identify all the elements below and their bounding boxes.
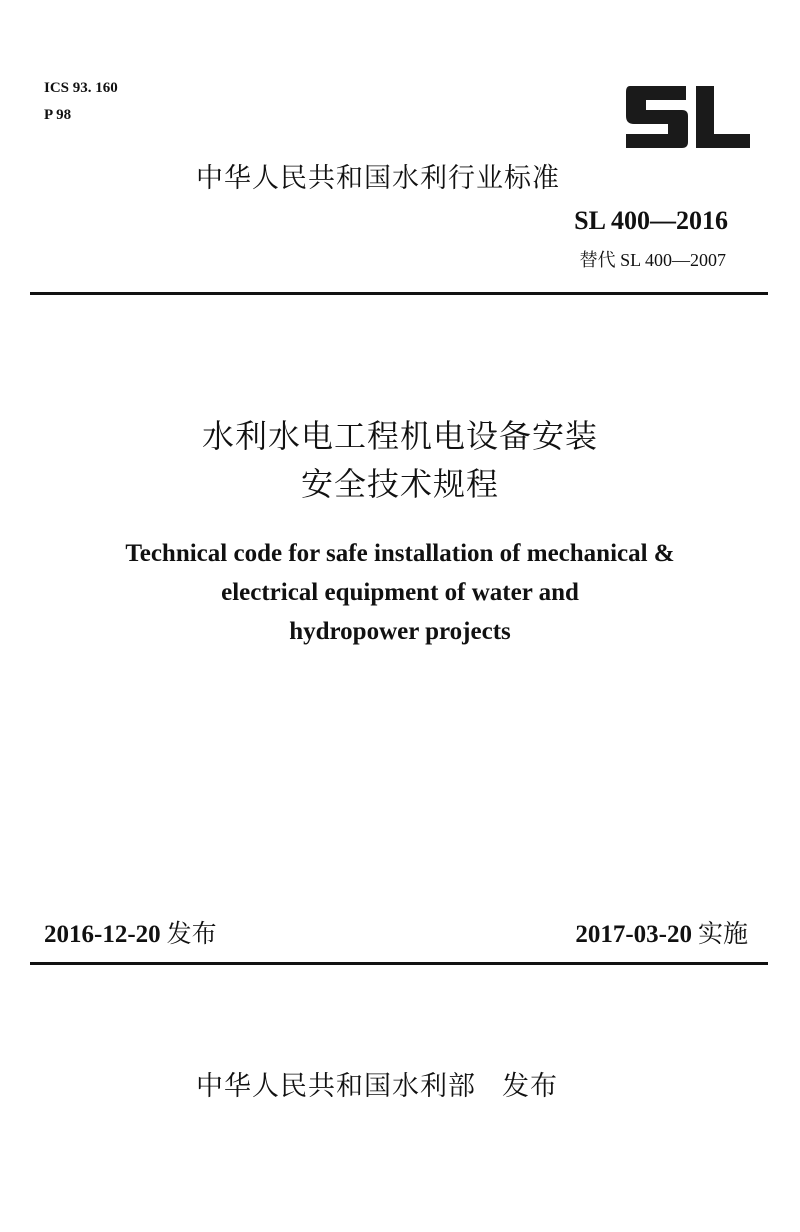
sl-logo [624,84,752,150]
english-title-line-2: electrical equipment of water and [221,579,579,606]
top-divider [30,292,768,295]
issue-date-label: 发布 [166,919,217,948]
english-title-line-1: Technical code for safe installation of mechanical & [125,540,675,567]
issue-date [44,914,217,950]
standard-number: SL 400—2016 [574,206,728,235]
p-code: P 98 [44,107,72,123]
ics-code: ICS 93. 160 [44,80,118,96]
publisher-action: 发布 [502,1071,558,1102]
chinese-title-line-1: 水利水电工程机电设备安装 [201,417,598,455]
chinese-title [0,412,800,508]
standard-category: 中华人民共和国水利行业标准 [196,163,560,194]
sl-logo-mark [624,84,752,150]
implementation-date [575,914,748,950]
implementation-date-label: 实施 [697,919,748,948]
english-title-line-3: hydropower projects [289,618,511,645]
implementation-date-value: 2017-03-20 [575,921,692,948]
issue-date-value: 2016-12-20 [44,921,161,948]
replaces-standard: 替代 SL 400—2007 [579,250,726,270]
english-title [0,534,800,651]
publisher-name: 中华人民共和国水利部 [196,1071,476,1102]
chinese-title-line-2: 安全技术规程 [300,465,499,503]
publisher [196,1064,558,1103]
bottom-divider [30,962,768,965]
